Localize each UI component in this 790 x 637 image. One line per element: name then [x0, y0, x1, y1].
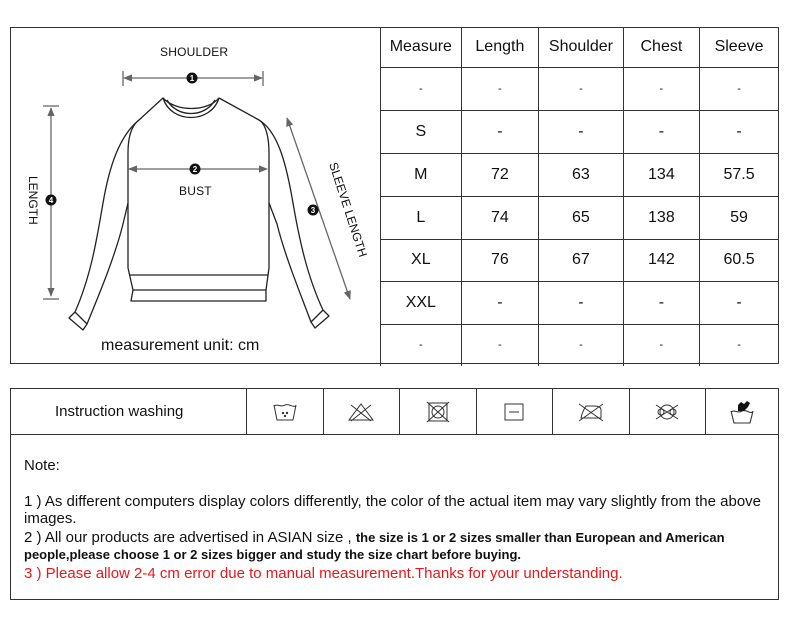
size-table-cell: -: [539, 324, 624, 366]
size-table-cell: M: [381, 153, 462, 196]
size-table-cell: -: [539, 67, 624, 110]
no-bleach-icon: [347, 401, 375, 423]
marker-2: 2: [192, 165, 198, 174]
note-title: Note:: [24, 457, 60, 474]
size-table-row: [381, 324, 779, 366]
size-table-cell: -: [623, 281, 699, 324]
size-table-cell: 67: [539, 239, 624, 281]
hand-wash-cell: [706, 389, 778, 434]
size-table-header-cell: Length: [461, 28, 538, 67]
size-table-cell: L: [381, 196, 462, 239]
size-table-cell: 57.5: [700, 153, 778, 196]
size-table-cell: -: [461, 324, 538, 366]
size-table-cell: -: [539, 110, 624, 153]
dry-flat-icon: [502, 401, 526, 423]
size-table-cell: -: [381, 67, 462, 110]
note-line-1: 1 ) As different computers display colors differently, the color of the actual item may vary slightly from the above images.: [24, 493, 762, 527]
note-line-3: 3 ) Please allow 2-4 cm error due to manual measurement.Thanks for your understanding.: [24, 565, 623, 582]
size-table-cell: 60.5: [700, 239, 778, 281]
shoulder-label: SHOULDER: [160, 45, 229, 59]
bust-label: BUST: [179, 184, 212, 198]
sleeve-length-label: SLEEVE LENGTH: [326, 160, 370, 259]
size-table-cell: -: [381, 324, 462, 366]
marker-4: 4: [48, 196, 54, 205]
size-table-cell: XXL: [381, 281, 462, 324]
size-table-cell: 134: [623, 153, 699, 196]
wash-30-cell: [247, 389, 324, 434]
notes-panel: [10, 435, 779, 600]
size-table-cell: 65: [539, 196, 624, 239]
dry-flat-cell: [477, 389, 554, 434]
size-table-cell: XL: [381, 239, 462, 281]
wash-30-icon: [272, 401, 298, 423]
size-table-cell: -: [623, 67, 699, 110]
size-table-row: [381, 196, 779, 239]
size-table-cell: -: [461, 281, 538, 324]
size-table-cell: -: [623, 110, 699, 153]
measurement-unit-note: measurement unit: cm: [101, 337, 260, 354]
no-dry-clean-cell: [630, 389, 707, 434]
size-table-row: [381, 153, 779, 196]
marker-3: 3: [310, 206, 316, 215]
size-table-header-cell: Shoulder: [539, 28, 624, 67]
no-tumble-dry-cell: [400, 389, 477, 434]
washing-label: Instruction washing: [11, 389, 247, 434]
size-table-row: [381, 110, 779, 153]
size-table-cell: 63: [539, 153, 624, 196]
size-table-row: [381, 239, 779, 281]
note-line-2-lead: 2 ) All our products are advertised in ASIAN size ,: [24, 529, 352, 546]
size-table-cell: -: [700, 324, 778, 366]
size-table-row: [381, 67, 779, 110]
size-table-row: [381, 281, 779, 324]
size-table-cell: -: [461, 67, 538, 110]
note-line-2: [24, 529, 774, 563]
size-table-header-cell: Chest: [623, 28, 699, 67]
size-table-cell: 59: [700, 196, 778, 239]
length-label: LENGTH: [26, 176, 40, 225]
no-tumble-dry-icon: [425, 400, 451, 424]
size-table-cell: -: [461, 110, 538, 153]
size-table-cell: 76: [461, 239, 538, 281]
low-iron-icon: [576, 401, 606, 423]
marker-1: 1: [189, 74, 195, 83]
size-table-cell: -: [623, 324, 699, 366]
size-table-cell: -: [700, 281, 778, 324]
size-table-header-cell: Sleeve: [700, 28, 778, 67]
note-line-2-detail: the size is 1 or 2 sizes smaller than European and American people,please choose 1 or 2 sizes bigger and study the size chart before buying.: [24, 530, 725, 562]
garment-diagram: [11, 28, 381, 363]
size-table-cell: -: [700, 67, 778, 110]
hand-wash-icon: [728, 399, 756, 425]
size-table-cell: 138: [623, 196, 699, 239]
size-table-cell: -: [700, 110, 778, 153]
size-table-header-row: [381, 28, 779, 67]
size-table-cell: 74: [461, 196, 538, 239]
washing-instructions-panel: [10, 388, 779, 435]
size-table-cell: S: [381, 110, 462, 153]
no-dry-clean-icon: [652, 401, 682, 423]
low-iron-cell: [553, 389, 630, 434]
size-table: [380, 28, 778, 366]
size-chart-panel: [10, 27, 779, 364]
size-table-cell: 72: [461, 153, 538, 196]
size-table-header-cell: Measure: [381, 28, 462, 67]
size-table-cell: -: [539, 281, 624, 324]
no-bleach-cell: [324, 389, 401, 434]
size-table-cell: 142: [623, 239, 699, 281]
